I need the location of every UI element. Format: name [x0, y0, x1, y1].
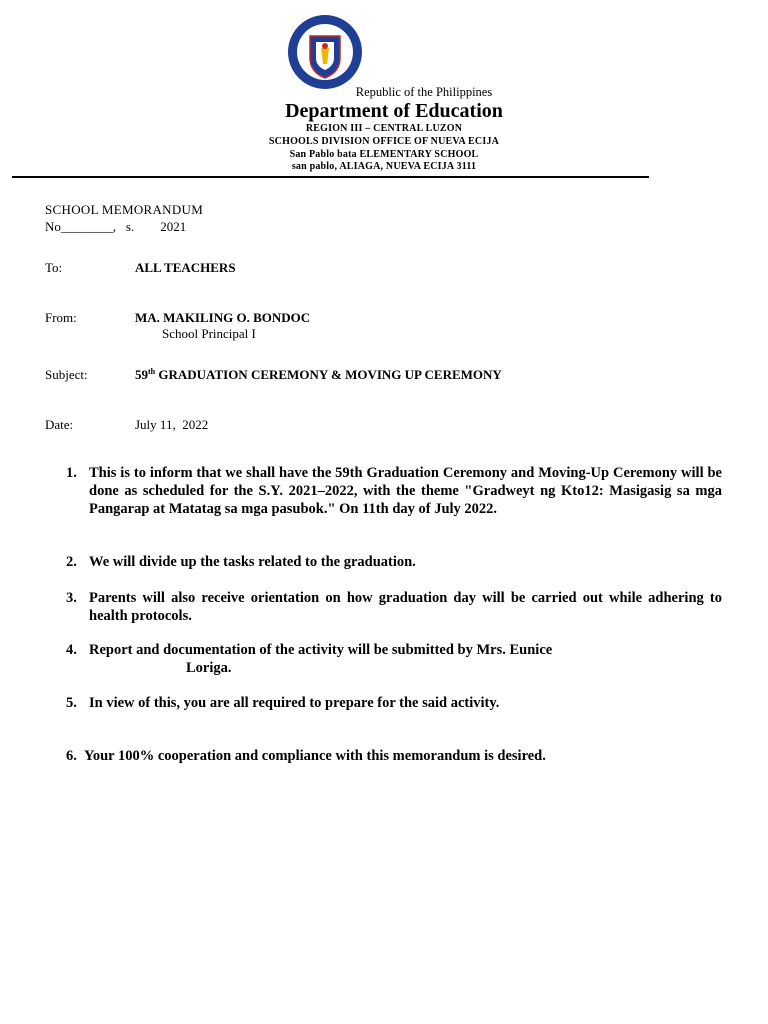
republic-line: Republic of the Philippines [355, 85, 493, 99]
to-label: To: [45, 260, 63, 275]
division-line: SCHOOLS DIVISION OFFICE OF NUEVA ECIJA [268, 136, 500, 147]
date-value: July 11, 2022 [135, 417, 209, 432]
list-item: 5. In view of this, you are all required to prepare for the said activity. [66, 695, 500, 711]
deped-seal-logo [280, 14, 370, 90]
from-name: MA. MAKILING O. BONDOC [135, 310, 311, 325]
list-item: 2. We will divide up the tasks related to the graduation. [66, 554, 416, 570]
from-title: School Principal I [162, 326, 256, 341]
memo-number: No________, s. 2021 [45, 219, 187, 234]
subject-value: 59th GRADUATION CEREMONY & MOVING UP CEREMONY [135, 367, 502, 382]
department-title: Department of Education [285, 100, 503, 122]
region-line: REGION III – CENTRAL LUZON [305, 123, 463, 134]
list-item: 1. This is to inform that we shall have the 59th Graduation Ceremony and Moving-Up Ceremony will be done as scheduled for the S.Y. 2021–2022, with the theme "Gradweyt ng Kto12: Masigasig sa mga Pangarap at Matatag sa mga pasubok." On 11th day of July 2022. [66, 465, 722, 517]
list-item-continuation: Loriga. [186, 660, 232, 676]
school-line: San Pablo bata ELEMENTARY SCHOOL [289, 149, 479, 160]
from-label: From: [45, 310, 77, 325]
date-label: Date: [45, 417, 74, 432]
header-divider [12, 176, 649, 178]
subject-label: Subject: [45, 367, 88, 382]
to-value: ALL TEACHERS [135, 260, 236, 275]
memo-title: SCHOOL MEMORANDUM [45, 202, 204, 217]
list-item: 4. Report and documentation of the activity will be submitted by Mrs. Eunice Loriga. [66, 641, 722, 677]
list-item: 3. Parents will also receive orientation on how graduation day will be carried out while adhering to health protocols. [66, 590, 722, 624]
list-item: 6. Your 100% cooperation and compliance with this memorandum is desired. [66, 748, 546, 764]
address-line: san pablo, ALIAGA, NUEVA ECIJA 3111 [291, 161, 477, 172]
